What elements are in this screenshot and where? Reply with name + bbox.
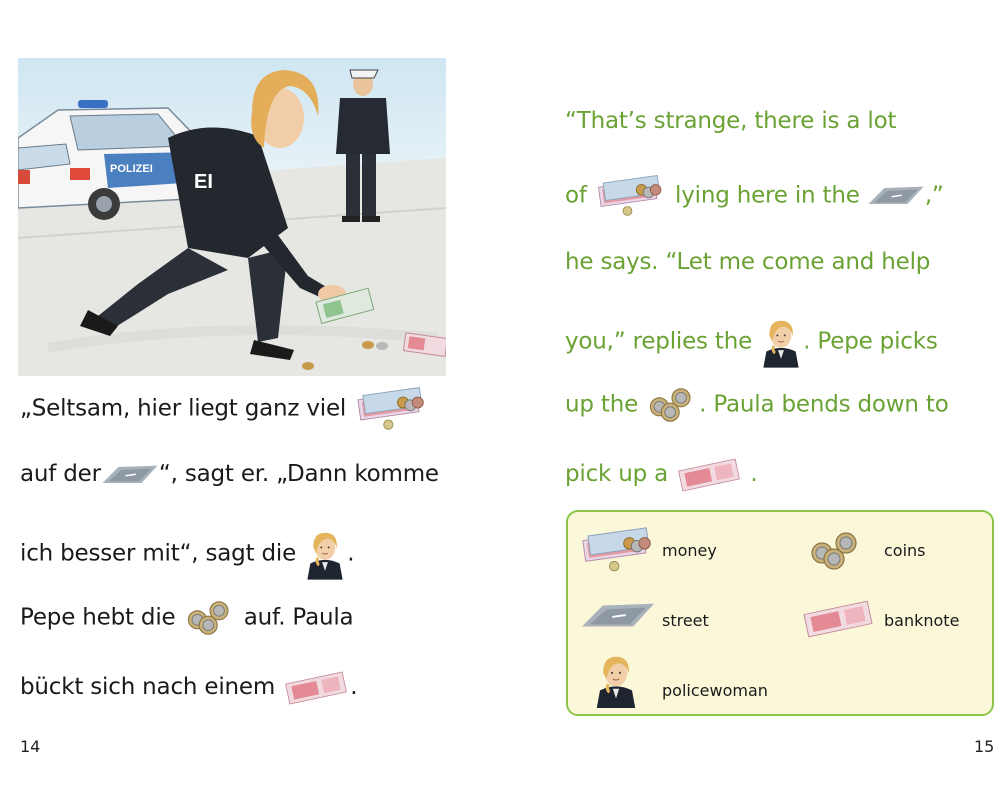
english-line-2 — [565, 174, 944, 208]
glossary-label-coins: coins — [884, 541, 926, 560]
english-text: up the — [565, 391, 639, 418]
glossary-label-banknote: banknote — [884, 611, 960, 630]
english-line-5 — [565, 386, 949, 420]
glossary-label-policewoman: policewoman — [662, 681, 768, 700]
street-icon — [580, 600, 656, 632]
english-text: . Pepe picks — [803, 328, 938, 355]
coins-icon — [183, 599, 237, 637]
glossary-label-money: money — [662, 541, 717, 560]
english-text: . Paula bends down to — [699, 391, 949, 418]
banknote-icon — [282, 671, 350, 705]
german-line-5 — [20, 670, 357, 704]
coins-icon — [645, 386, 699, 424]
german-line-4 — [20, 599, 353, 633]
banknote-icon — [675, 458, 743, 492]
english-text: he says. “Let me come and help — [565, 249, 931, 275]
english-text: . — [750, 461, 758, 487]
page-number-left: 14 — [20, 737, 41, 756]
english-line-3 — [565, 245, 930, 279]
english-text: “That’s strange, there is a lot — [565, 108, 897, 134]
coins-icon — [806, 530, 866, 572]
policewoman-icon — [592, 652, 640, 708]
german-text: auf der — [20, 461, 101, 487]
german-line-1 — [20, 386, 431, 420]
english-line-6 — [565, 457, 757, 491]
money-icon — [580, 526, 656, 574]
english-text: pick up a — [565, 461, 669, 487]
street-icon — [867, 183, 925, 209]
english-line-4 — [565, 316, 938, 355]
police-car-label: POLIZEI — [110, 163, 153, 175]
glossary-label-street: street — [662, 611, 709, 630]
german-text: . — [347, 540, 355, 567]
glossary-box — [566, 510, 994, 716]
english-text: ,” — [924, 182, 944, 209]
german-text: „Seltsam, hier liegt ganz viel — [20, 395, 347, 422]
german-text: bückt sich nach einem — [20, 674, 276, 700]
svg-text:EI: EI — [194, 171, 213, 193]
english-text: you,” replies the — [565, 328, 753, 355]
money-icon — [594, 174, 668, 218]
banknote-icon — [800, 600, 876, 638]
english-text: of — [565, 182, 587, 209]
english-line-1 — [565, 104, 896, 138]
story-illustration — [18, 58, 446, 376]
policewoman-icon — [303, 528, 347, 580]
german-text: auf. Paula — [243, 604, 354, 631]
german-line-3 — [20, 528, 355, 567]
german-text: . — [350, 674, 358, 700]
german-text: “, sagt er. „Dann komme — [158, 461, 439, 487]
money-icon — [353, 386, 431, 432]
policewoman-icon — [759, 316, 803, 368]
street-icon — [101, 462, 159, 488]
german-line-2 — [20, 457, 439, 491]
english-text: lying here in the — [675, 182, 860, 209]
german-text: ich besser mit“, sagt die — [20, 540, 297, 567]
german-text: Pepe hebt die — [20, 604, 176, 631]
page-number-right: 15 — [974, 737, 995, 756]
